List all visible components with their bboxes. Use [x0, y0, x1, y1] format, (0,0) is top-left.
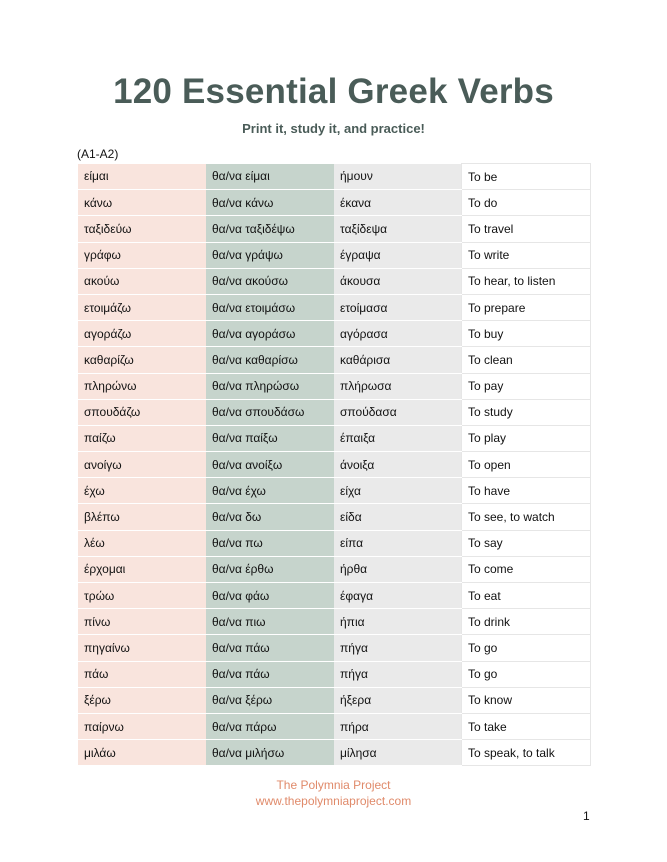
english-meaning-cell: To buy [462, 321, 591, 347]
english-meaning-cell: To travel [462, 216, 591, 242]
table-row [78, 687, 591, 713]
table-row [78, 347, 591, 373]
present-tense-cell: πληρώνω [78, 373, 206, 399]
present-tense-cell: αγοράζω [78, 321, 206, 347]
verbs-table [78, 163, 591, 766]
present-tense-cell: ξέρω [78, 687, 206, 713]
table-row [78, 190, 591, 216]
table-row [78, 609, 591, 635]
future-tense-cell: θα/να δω [206, 504, 334, 530]
past-tense-cell: είπα [334, 530, 462, 556]
english-meaning-cell: To do [462, 190, 591, 216]
english-meaning-cell: To see, to watch [462, 504, 591, 530]
table-row [78, 164, 591, 190]
past-tense-cell: σπούδασα [334, 399, 462, 425]
future-tense-cell: θα/να πιω [206, 609, 334, 635]
present-tense-cell: μιλάω [78, 740, 206, 766]
past-tense-cell: πήγα [334, 661, 462, 687]
present-tense-cell: πίνω [78, 609, 206, 635]
table-row [78, 452, 591, 478]
table-row [78, 713, 591, 739]
past-tense-cell: άκουσα [334, 268, 462, 294]
table-row [78, 242, 591, 268]
page-title: 120 Essential Greek Verbs [113, 72, 554, 111]
past-tense-cell: μίλησα [334, 740, 462, 766]
table-row [78, 583, 591, 609]
page-subtitle: Print it, study it, and practice! [242, 121, 425, 136]
past-tense-cell: είχα [334, 478, 462, 504]
past-tense-cell: ήμουν [334, 164, 462, 190]
english-meaning-cell: To have [462, 478, 591, 504]
present-tense-cell: ετοιμάζω [78, 294, 206, 320]
present-tense-cell: ταξιδεύω [78, 216, 206, 242]
table-row [78, 740, 591, 766]
english-meaning-cell: To come [462, 556, 591, 582]
past-tense-cell: έπαιξα [334, 425, 462, 451]
present-tense-cell: ανοίγω [78, 452, 206, 478]
present-tense-cell: έχω [78, 478, 206, 504]
future-tense-cell: θα/να παίξω [206, 425, 334, 451]
english-meaning-cell: To prepare [462, 294, 591, 320]
future-tense-cell: θα/να πληρώσω [206, 373, 334, 399]
past-tense-cell: έκανα [334, 190, 462, 216]
table-row [78, 268, 591, 294]
present-tense-cell: ακούω [78, 268, 206, 294]
past-tense-cell: αγόρασα [334, 321, 462, 347]
present-tense-cell: λέω [78, 530, 206, 556]
english-meaning-cell: To clean [462, 347, 591, 373]
english-meaning-cell: To play [462, 425, 591, 451]
english-meaning-cell: To speak, to talk [462, 740, 591, 766]
past-tense-cell: ήρθα [334, 556, 462, 582]
english-meaning-cell: To take [462, 713, 591, 739]
table-row [78, 425, 591, 451]
past-tense-cell: πλήρωσα [334, 373, 462, 399]
english-meaning-cell: To go [462, 661, 591, 687]
future-tense-cell: θα/να ταξιδέψω [206, 216, 334, 242]
past-tense-cell: είδα [334, 504, 462, 530]
table-row [78, 399, 591, 425]
english-meaning-cell: To write [462, 242, 591, 268]
present-tense-cell: κάνω [78, 190, 206, 216]
future-tense-cell: θα/να σπουδάσω [206, 399, 334, 425]
english-meaning-cell: To eat [462, 583, 591, 609]
table-row [78, 635, 591, 661]
table-row [78, 321, 591, 347]
future-tense-cell: θα/να ανοίξω [206, 452, 334, 478]
past-tense-cell: ήξερα [334, 687, 462, 713]
future-tense-cell: θα/να ξέρω [206, 687, 334, 713]
english-meaning-cell: To open [462, 452, 591, 478]
footer-website-link[interactable]: www.thepolymniaproject.com [255, 794, 412, 808]
english-meaning-cell: To be [462, 164, 591, 190]
table-row [78, 216, 591, 242]
past-tense-cell: έφαγα [334, 583, 462, 609]
future-tense-cell: θα/να πάω [206, 661, 334, 687]
english-meaning-cell: To hear, to listen [462, 268, 591, 294]
english-meaning-cell: To go [462, 635, 591, 661]
past-tense-cell: άνοιξα [334, 452, 462, 478]
table-row [78, 478, 591, 504]
table-row [78, 556, 591, 582]
english-meaning-cell: To say [462, 530, 591, 556]
present-tense-cell: έρχομαι [78, 556, 206, 582]
past-tense-cell: έγραψα [334, 242, 462, 268]
present-tense-cell: καθαρίζω [78, 347, 206, 373]
table-row [78, 661, 591, 687]
table-row [78, 504, 591, 530]
future-tense-cell: θα/να πάρω [206, 713, 334, 739]
future-tense-cell: θα/να πω [206, 530, 334, 556]
footer-project-name: The Polymnia Project [276, 778, 391, 792]
level-label: (A1-A2) [77, 147, 119, 161]
future-tense-cell: θα/να ακούσω [206, 268, 334, 294]
future-tense-cell: θα/να είμαι [206, 164, 334, 190]
page-number: 1 [583, 809, 590, 823]
past-tense-cell: ήπια [334, 609, 462, 635]
present-tense-cell: γράφω [78, 242, 206, 268]
future-tense-cell: θα/να πάω [206, 635, 334, 661]
table-row [78, 530, 591, 556]
english-meaning-cell: To know [462, 687, 591, 713]
past-tense-cell: ετοίμασα [334, 294, 462, 320]
present-tense-cell: παίρνω [78, 713, 206, 739]
english-meaning-cell: To study [462, 399, 591, 425]
present-tense-cell: πάω [78, 661, 206, 687]
future-tense-cell: θα/να φάω [206, 583, 334, 609]
present-tense-cell: πηγαίνω [78, 635, 206, 661]
present-tense-cell: τρώω [78, 583, 206, 609]
future-tense-cell: θα/να μιλήσω [206, 740, 334, 766]
past-tense-cell: πήγα [334, 635, 462, 661]
future-tense-cell: θα/να έρθω [206, 556, 334, 582]
past-tense-cell: καθάρισα [334, 347, 462, 373]
present-tense-cell: είμαι [78, 164, 206, 190]
past-tense-cell: πήρα [334, 713, 462, 739]
verbs-table-body [78, 164, 591, 766]
future-tense-cell: θα/να γράψω [206, 242, 334, 268]
table-row [78, 294, 591, 320]
future-tense-cell: θα/να ετοιμάσω [206, 294, 334, 320]
future-tense-cell: θα/να έχω [206, 478, 334, 504]
table-row [78, 373, 591, 399]
future-tense-cell: θα/να καθαρίσω [206, 347, 334, 373]
english-meaning-cell: To pay [462, 373, 591, 399]
present-tense-cell: παίζω [78, 425, 206, 451]
future-tense-cell: θα/να αγοράσω [206, 321, 334, 347]
present-tense-cell: σπουδάζω [78, 399, 206, 425]
past-tense-cell: ταξίδεψα [334, 216, 462, 242]
english-meaning-cell: To drink [462, 609, 591, 635]
present-tense-cell: βλέπω [78, 504, 206, 530]
future-tense-cell: θα/να κάνω [206, 190, 334, 216]
